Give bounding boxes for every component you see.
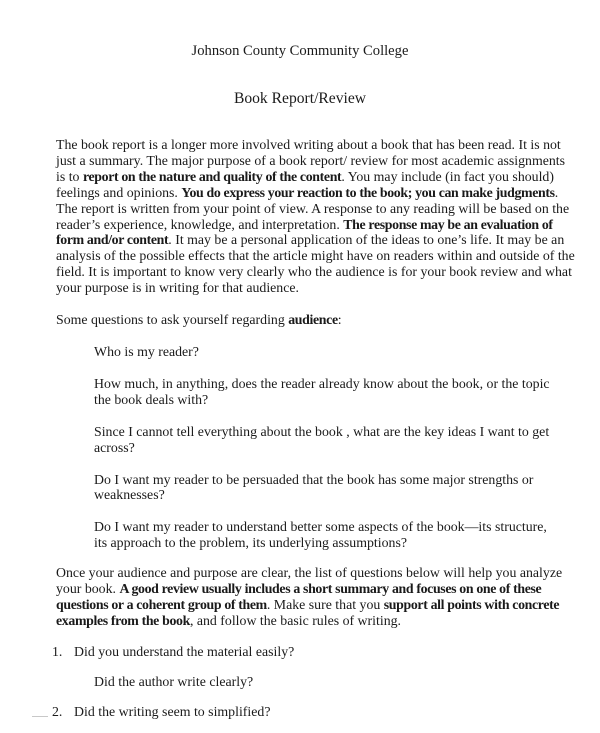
intro-emphasis-1: report on the nature and quality of the content [82, 168, 342, 184]
analysis-emphasis-2: support all points with concrete examples from the book [56, 596, 560, 628]
numbered-question [52, 643, 576, 660]
sub-question: Did the author write clearly? [94, 673, 254, 689]
analysis-emphasis-1: A good review usually includes a short summary and focuses on one of these questions or a coherent group of them [56, 581, 542, 612]
audience-question: Since I cannot tell everything about the book , what are the key ideas I want to get across? [94, 423, 550, 455]
analysis-text-2: . Make sure that you [266, 596, 384, 612]
question-number: 1. [52, 643, 63, 659]
intro-text-4: . It may be a personal application of the ideas to one’s life. It may be an analysis of the possible effects that the article might have on readers within and outside of the field. It is important to know very clearly who the audience is for your book review and what your purpose is in writing for that audience. [56, 232, 575, 296]
audience-text-1: Some questions to ask yourself regarding [56, 312, 289, 328]
intro-text-1: The book report is a longer more involved writing about a book that has been read. It is not just a summary. The major purpose of a book report/ review for most academic assignments is to [56, 137, 566, 184]
audience-text-2: : [337, 312, 342, 328]
analysis-text-1: Once your audience and purpose are clear, the list of questions below will help you analyze your book. [56, 565, 563, 597]
analysis-text-3: , and follow the basic rules of writing. [189, 612, 402, 628]
question-text: Did the writing seem to simplified? [74, 703, 271, 719]
audience-question: Who is my reader? [94, 343, 199, 359]
audience-question: Do I want my reader to understand better some aspects of the book—its structure, its approach to the problem, its underlying assumptions? [94, 519, 547, 551]
intro-text-3: . The report is written from your point of view. A response to any reading will be based on the reader’s experience, knowledge, and interpretation. [56, 184, 570, 232]
question-text: Did you understand the material easily? [74, 643, 295, 659]
college-name: Johnson County Community College [191, 43, 409, 59]
intro-text-2: . You may include (in fact you should) feelings and opinions. [56, 168, 554, 200]
document-title: Book Report/Review [233, 90, 367, 107]
document-body [52, 137, 576, 733]
audience-emphasis: audience [288, 312, 338, 328]
audience-question: How much, in anything, does the reader already know about the book, or the topic the book deals with? [94, 375, 550, 407]
intro-emphasis-3: The response may be an evaluation of form and/or content [56, 216, 553, 248]
intro-emphasis-2: You do express your reaction to the book; you can make judgments [181, 184, 555, 200]
numbered-question [52, 703, 576, 720]
audience-paragraph [56, 312, 576, 328]
page-edge-mark [32, 716, 48, 717]
audience-question-list [56, 344, 576, 551]
question-number: 2. [52, 703, 63, 719]
intro-paragraph [56, 137, 576, 296]
audience-question: Do I want my reader to be persuaded that the book has some major strengths or weaknesses? [94, 471, 534, 503]
analysis-paragraph [56, 565, 576, 629]
